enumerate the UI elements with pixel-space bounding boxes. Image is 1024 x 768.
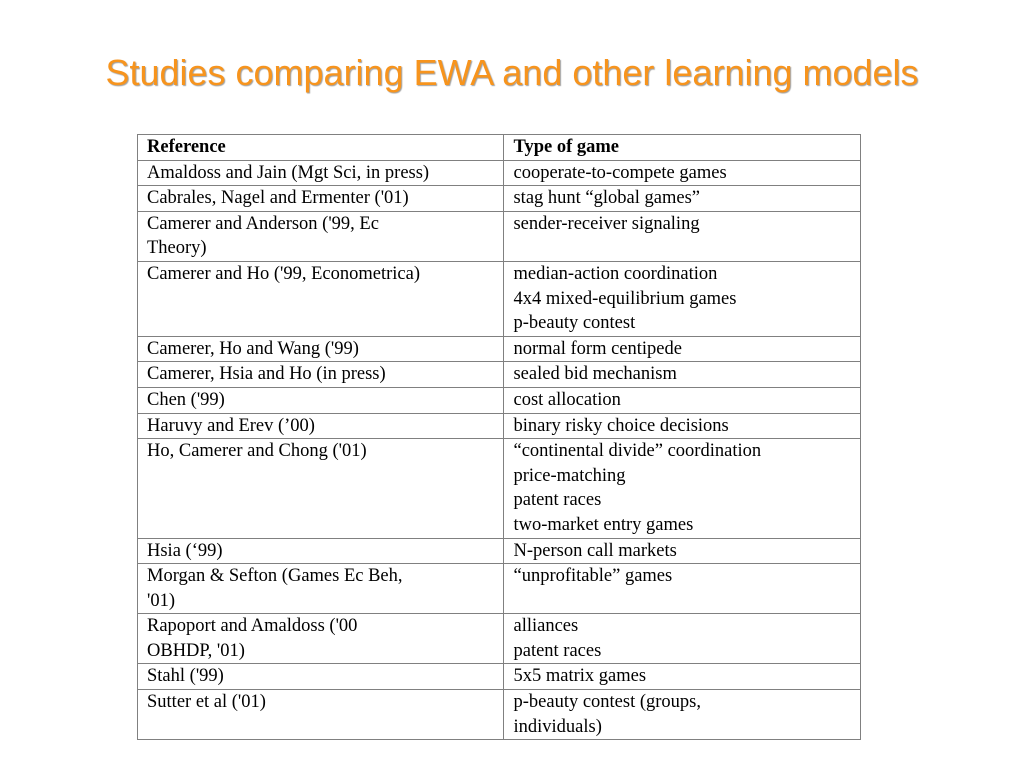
game-type-text: sender-receiver signaling xyxy=(513,213,700,234)
reference-cell xyxy=(138,538,504,564)
reference-cell xyxy=(138,690,504,740)
reference-cell xyxy=(138,614,504,664)
game-type-cell xyxy=(504,413,861,439)
game-type-cell xyxy=(504,362,861,388)
game-type-text: 5x5 matrix games xyxy=(513,666,647,687)
reference-cell xyxy=(138,564,504,614)
reference-text: Camerer and Anderson ('99, Ec xyxy=(147,213,379,234)
reference-text: '01) xyxy=(147,590,175,611)
game-type-text: p-beauty contest (groups, xyxy=(513,692,702,713)
reference-cell xyxy=(138,261,504,336)
table-header-row xyxy=(138,135,861,161)
reference-text: Cabrales, Nagel and Ermenter ('01) xyxy=(147,188,409,209)
table-row xyxy=(138,261,861,336)
game-type-cell xyxy=(504,261,861,336)
reference-text: Theory) xyxy=(147,238,207,259)
reference-text: Rapoport and Amaldoss ('00 xyxy=(147,616,358,637)
reference-text: Camerer and Ho ('99, Econometrica) xyxy=(147,263,421,284)
header-type-of-game: Type of game xyxy=(504,135,861,161)
game-type-text: median-action coordination xyxy=(513,263,718,284)
game-type-cell xyxy=(504,160,861,186)
reference-cell xyxy=(138,160,504,186)
table-row xyxy=(138,439,861,538)
game-type-text: normal form centipede xyxy=(513,338,682,359)
game-type-cell xyxy=(504,564,861,614)
game-type-text: 4x4 mixed-equilibrium games xyxy=(513,288,737,309)
game-type-text: patent races xyxy=(513,640,602,661)
game-type-cell xyxy=(504,186,861,212)
reference-cell xyxy=(138,664,504,690)
reference-cell xyxy=(138,336,504,362)
slide-title: Studies comparing EWA and other learning models xyxy=(105,52,919,93)
reference-text: Haruvy and Erev (’00) xyxy=(147,415,315,436)
game-type-text: patent races xyxy=(513,490,602,511)
table-row xyxy=(138,690,861,740)
game-type-cell xyxy=(504,664,861,690)
reference-text: Amaldoss and Jain (Mgt Sci, in press) xyxy=(147,162,430,183)
game-type-text: cost allocation xyxy=(513,389,621,410)
game-type-cell xyxy=(504,538,861,564)
reference-text: Camerer, Hsia and Ho (in press) xyxy=(147,364,386,385)
reference-cell xyxy=(138,362,504,388)
table-row xyxy=(138,538,861,564)
game-type-text: binary risky choice decisions xyxy=(513,415,729,436)
game-type-cell xyxy=(504,211,861,261)
game-type-text: two-market entry games xyxy=(513,514,694,535)
game-type-text: “unprofitable” games xyxy=(513,566,673,587)
table-row xyxy=(138,664,861,690)
game-type-text: price-matching xyxy=(513,465,626,486)
game-type-text: N-person call markets xyxy=(513,540,677,561)
game-type-cell xyxy=(504,614,861,664)
reference-text: Sutter et al ('01) xyxy=(147,692,266,713)
game-type-cell xyxy=(504,336,861,362)
reference-text: Ho, Camerer and Chong ('01) xyxy=(147,441,367,462)
table-row xyxy=(138,211,861,261)
reference-cell xyxy=(138,211,504,261)
table-row xyxy=(138,336,861,362)
reference-cell xyxy=(138,387,504,413)
reference-text: Hsia (‘99) xyxy=(147,540,223,561)
reference-text: Morgan & Sefton (Games Ec Beh, xyxy=(147,566,403,587)
table-row xyxy=(138,186,861,212)
reference-cell xyxy=(138,413,504,439)
table-row xyxy=(138,362,861,388)
game-type-text: p-beauty contest xyxy=(513,313,636,334)
game-type-text: alliances xyxy=(513,616,579,637)
game-type-text: sealed bid mechanism xyxy=(513,364,677,385)
game-type-text: cooperate-to-compete games xyxy=(513,162,727,183)
game-type-cell xyxy=(504,690,861,740)
table-row xyxy=(138,614,861,664)
reference-cell xyxy=(138,439,504,538)
game-type-cell xyxy=(504,439,861,538)
game-type-text: individuals) xyxy=(513,716,602,737)
game-type-text: “continental divide” coordination xyxy=(513,441,762,462)
table-row xyxy=(138,564,861,614)
reference-text: Camerer, Ho and Wang ('99) xyxy=(147,338,359,359)
game-type-text: stag hunt “global games” xyxy=(513,188,700,209)
header-reference: Reference xyxy=(138,135,504,161)
table-row xyxy=(138,387,861,413)
reference-text: Chen ('99) xyxy=(147,389,225,410)
game-type-cell xyxy=(504,387,861,413)
table-row xyxy=(138,413,861,439)
table-body xyxy=(138,160,861,740)
reference-text: Stahl ('99) xyxy=(147,666,224,687)
reference-text: OBHDP, '01) xyxy=(147,640,245,661)
studies-table xyxy=(137,134,861,740)
reference-cell xyxy=(138,186,504,212)
table-row xyxy=(138,160,861,186)
